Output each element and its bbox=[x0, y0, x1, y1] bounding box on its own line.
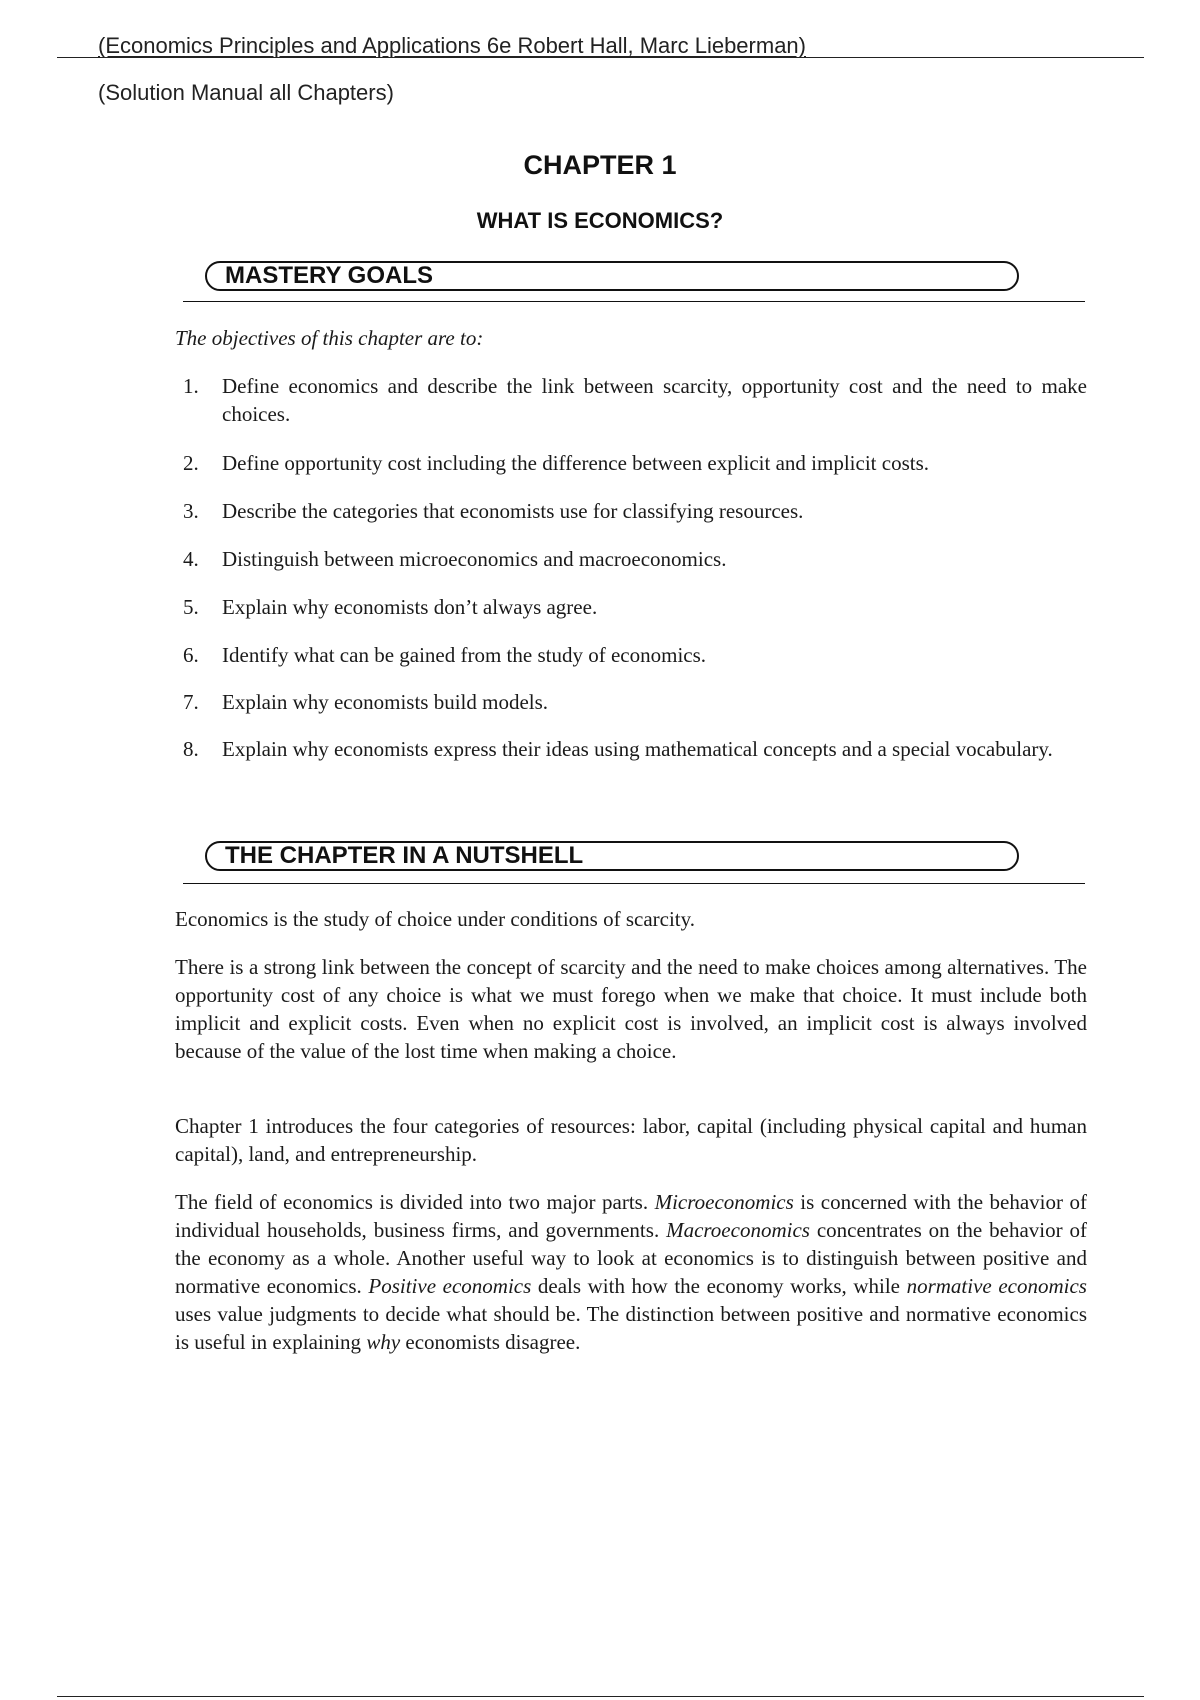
term-normative-economics: normative economics bbox=[906, 1274, 1087, 1298]
objective-number: 5. bbox=[183, 595, 199, 619]
nutshell-heading: THE CHAPTER IN A NUTSHELL bbox=[205, 841, 1019, 871]
mastery-goals-divider bbox=[183, 301, 1085, 302]
term-macroeconomics: Macroeconomics bbox=[666, 1218, 810, 1242]
chapter-title: WHAT IS ECONOMICS? bbox=[476, 208, 724, 233]
nutshell-paragraph-2: There is a strong link between the concept of scarcity and the need to make choices among alternatives. The opportunity cost of any choice is what we must forego when we make that choice. It must include both implicit and explicit costs. Even when no explicit cost is involved, an implicit cost is always involved because of the value of the lost time when making a choice. bbox=[175, 955, 1087, 1063]
solution-manual-header: (Solution Manual all Chapters) bbox=[98, 80, 394, 105]
objective-number: 3. bbox=[183, 499, 199, 523]
nutshell-paragraph-1: Economics is the study of choice under conditions of scarcity. bbox=[175, 907, 696, 931]
objective-text: Identify what can be gained from the study of economics. bbox=[222, 643, 707, 667]
objective-item bbox=[175, 497, 1087, 525]
objective-number: 1. bbox=[183, 374, 199, 398]
objective-number: 4. bbox=[183, 547, 199, 571]
chapter-number: CHAPTER 1 bbox=[523, 150, 677, 180]
mastery-goals-heading: MASTERY GOALS bbox=[205, 261, 1019, 291]
objective-text: Explain why economists express their ideas using mathematical concepts and a special vocabulary. bbox=[222, 737, 1053, 761]
p4-text-2: is concerned with the behavior of individual households, business firms, and governments. bbox=[175, 1190, 1087, 1242]
objective-number: 8. bbox=[183, 737, 199, 761]
p4-text-5: uses value judgments to decide what should be. The distinction between positive and normative economics is useful in explaining bbox=[175, 1302, 1087, 1354]
term-why: why bbox=[366, 1330, 401, 1354]
header-divider bbox=[57, 57, 1144, 58]
objective-item bbox=[175, 372, 1087, 428]
objective-text: Define opportunity cost including the difference between explicit and implicit costs. bbox=[222, 451, 929, 475]
objectives-list bbox=[175, 372, 1087, 763]
term-microeconomics: Microeconomics bbox=[654, 1190, 794, 1214]
p4-text-6: economists disagree. bbox=[400, 1330, 581, 1354]
p4-text-4: deals with how the economy works, while bbox=[531, 1274, 907, 1298]
objective-number: 6. bbox=[183, 643, 199, 667]
p4-text-1: The field of economics is divided into two major parts. bbox=[175, 1190, 655, 1214]
objective-text: Distinguish between microeconomics and macroeconomics. bbox=[222, 547, 727, 571]
objective-item bbox=[175, 545, 1087, 573]
nutshell-paragraph-3: Chapter 1 introduces the four categories of resources: labor, capital (including physical capital and human capital), land, and entrepreneurship. bbox=[175, 1114, 1087, 1166]
objective-number: 7. bbox=[183, 690, 199, 714]
objective-item bbox=[175, 735, 1087, 763]
p4-text-3: concentrates on the behavior of the economy as a whole. Another useful way to look at economics is to distinguish between positive and normative economics. bbox=[175, 1218, 1087, 1298]
objective-number: 2. bbox=[183, 451, 199, 475]
book-title-header bbox=[98, 33, 1086, 59]
objective-text: Explain why economists build models. bbox=[222, 690, 549, 714]
term-positive-economics: Positive economics bbox=[368, 1274, 532, 1298]
objective-item bbox=[175, 593, 1087, 621]
objective-item bbox=[175, 449, 1087, 477]
objective-text: Define economics and describe the link between scarcity, opportunity cost and the need to make choices. bbox=[222, 374, 1087, 426]
objective-item bbox=[175, 688, 1087, 716]
nutshell-paragraph-4 bbox=[175, 1188, 1087, 1356]
footer-divider bbox=[57, 1696, 1144, 1697]
objective-item bbox=[175, 641, 1087, 669]
nutshell-divider bbox=[183, 883, 1085, 884]
objective-text: Explain why economists don’t always agree. bbox=[222, 595, 598, 619]
objectives-intro: The objectives of this chapter are to: bbox=[175, 326, 484, 350]
book-title-text: (Economics Principles and Applications 6e Robert Hall, Marc Lieberman) bbox=[98, 33, 806, 58]
objective-text: Describe the categories that economists use for classifying resources. bbox=[222, 499, 804, 523]
